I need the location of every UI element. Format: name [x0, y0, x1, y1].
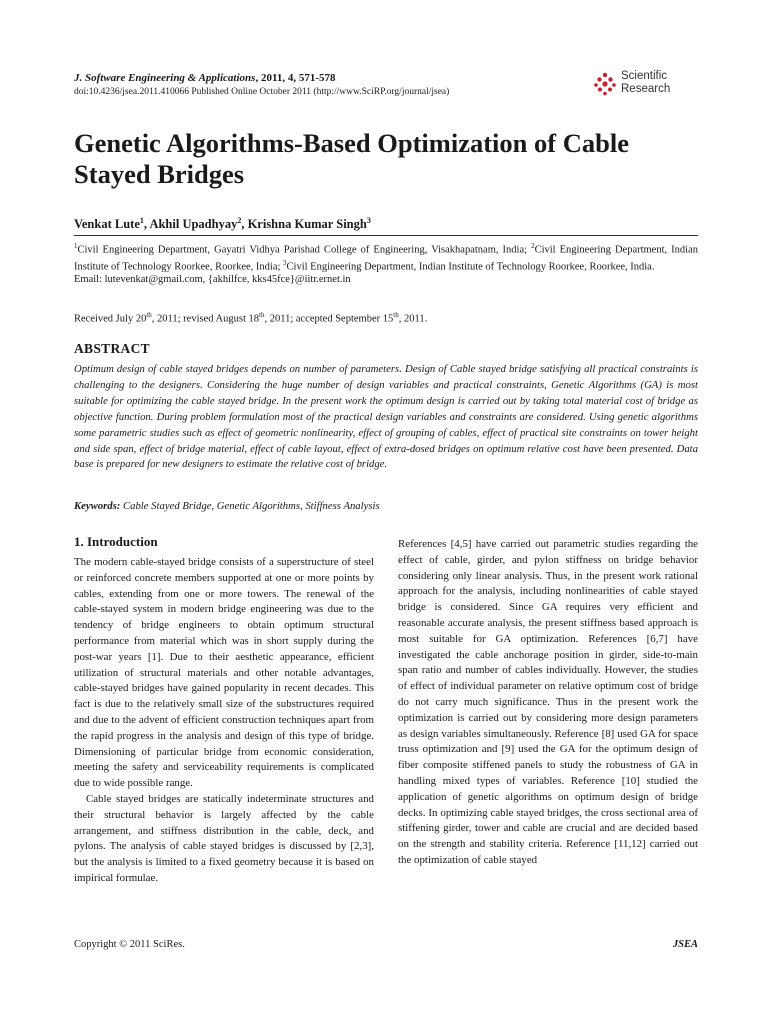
email-line: Email: lutevenkat@gmail.com, {akhilfce, kks45fce}@iitr.ernet.in — [74, 274, 351, 286]
accepted-text: , 2011; accepted September 15 — [264, 313, 394, 325]
publisher-logo-icon — [593, 72, 617, 96]
logo-line-1: Scientific — [621, 70, 668, 82]
affiliation-divider — [74, 235, 698, 236]
journal-name: J. Software Engineering & Applications — [74, 72, 256, 84]
keywords-label: Keywords — [74, 500, 117, 512]
author-affil-sup: 1 — [139, 216, 144, 225]
abstract-heading: ABSTRACT — [74, 341, 150, 356]
logo-wordmark — [621, 70, 670, 96]
intro-paragraph-2: Cable stayed bridges are statically indeterminate structures and their structural behavior is largely affected by the cable arrangement, and stiffness distribution in the cable, deck, and pylons. The analysis of cable stayed bridges is discussed by [2,3], but the analysis is limited to a fixed geometry because it is based on impirical formulae. — [74, 792, 374, 884]
keywords-value: Cable Stayed Bridge, Genetic Algorithms, Stiffness Analysis — [122, 500, 380, 512]
affiliation-2: Civil Engineering Department, Indian Institute of Technology Roorkee, Roorkee, India; — [74, 244, 698, 273]
affiliation-1: Civil Engineering Department, Gayatri Vidhya Parishad College of Engineering, Visakhapatnam, India; — [77, 244, 532, 256]
left-column — [74, 533, 374, 887]
affiliation-lines — [74, 240, 698, 274]
affiliations — [74, 240, 698, 287]
logo-line-2: Research — [621, 83, 671, 95]
abstract-body: Optimum design of cable stayed bridges depends on number of parameters. Design of Cable stayed bridge satisfying all practical constraints is challenging to the designers. Considering the huge number of design variables and practical constraints, Genetic Algorithms (GA) is most suitable for optimizing the cable stayed bridge. In the present work the optimum design is carried out by taking total material cost of bridge as objective function. During problem formulation most of the practical design variables and constraints are considered. Using genetic algorithms some parametric studies such as effect of geometric nonlinearity, effect of grouping of cables, effect of practical site constraints on tower height and side span, effect of bridge material, effect of cable layout, effect of extra-dosed bridges on optimum relative cost have been presented. Data base is prepared for new designers to estimate the relative cost of bridge. — [74, 363, 698, 471]
ordinal-sup: th — [146, 311, 152, 319]
section-heading-introduction: 1. Introduction — [74, 534, 158, 549]
affil-sup: 1 — [74, 242, 78, 250]
author-separator: , — [143, 217, 150, 232]
keywords — [74, 499, 698, 513]
ordinal-sup: th — [259, 311, 265, 319]
keywords-colon: : — [116, 500, 123, 512]
journal-abbreviation: JSEA — [672, 939, 698, 950]
author-separator: , — [241, 217, 248, 232]
doi-line: doi:10.4236/jsea.2011.410066 Published Online October 2011 (http://www.SciRP.org/journal/jsea) — [74, 87, 450, 97]
intro-paragraph-1: The modern cable-stayed bridge consists of a superstructure of steel or reinforced concrete members supported at one or more points by cables, extending from one or more towers. The renewal of the cable-stayed system in modern bridge engineering was due to the tendency of bridge engineers to obtain optimum structural performance from material which was in short supply during the post-war years [1]. Due to their aesthetic appearance, efficient utilization of structural materials and other notable advantages, cable-stayed bridges have gained popularity in recent decades. This fact is due to the relatively small size of the substructures required and due to the advent of efficient construction techniques apart from the rapid progress in the analysis and design of this type of bridge. Dimensioning of particular bridge from economic consideration, meeting the safety and serviceability requirements is complicated due to wide possible range. — [74, 556, 374, 790]
year-text: , 2011. — [398, 313, 428, 325]
received-dates — [74, 309, 698, 326]
author-list — [74, 213, 698, 232]
affil-sup: 3 — [283, 259, 287, 268]
paper-title: Genetic Algorithms-Based Optimization of Cable Stayed Bridges — [74, 128, 629, 189]
ordinal-sup: th — [393, 311, 399, 319]
scientific-research-logo — [593, 68, 705, 102]
author-name: Venkat Lute — [74, 217, 140, 232]
revised-text: , 2011; revised August 18 — [151, 313, 260, 325]
author-affil-sup: 3 — [366, 216, 371, 225]
author-affil-sup: 2 — [237, 216, 242, 225]
journal-issue: , 2011, 4, 571-578 — [255, 72, 336, 84]
copyright-footer: Copyright © 2011 SciRes. — [74, 939, 185, 950]
intro-paragraph-3: References [4,5] have carried out parametric studies regarding the effect of cable, girder, and pylon stiffness on bridge behavior considering only linear analysis. Thus, in the present work rational approach for the analysis, including nonlinearities of cable stayed bridge is considered. Since GA requires very efficient and reasonable accurate analysis, the present stiffness based approach is most suitable for GA optimization. References [6,7] have investigated the cable anchorage position in girder, side-to-main span ratio and number of cables individually. However, the studies of effect of individual parameter on relative optimum cost of bridge do not carry much significance. Thus in the present work the optimization is carried out by considering more design parameters as design variables simultaneously. Reference [8] used GA for space truss optimization and [9] used the GA for the optimum design of fiber composite stiffened panels to study the robustness of GA in handling mixed types of variables. Reference [10] studied the application of genetic algorithms on optimum design of bridge decks. In optimizing cable stayed bridges, the cross sectional area of stiffening girder, tower and cable are crucial and are decided based on the strength and stability criteria. Reference [11,12] carried out the optimization of cable stayed — [398, 538, 698, 866]
affiliation-3: Civil Engineering Department, Indian Institute of Technology Roorkee, Roorkee, India. — [286, 261, 655, 273]
right-column — [398, 537, 698, 869]
affil-sup: 2 — [531, 242, 535, 250]
received-text: Received July 20 — [74, 313, 147, 325]
author-name: Akhil Upadhyay — [149, 217, 238, 232]
author-name: Krishna Kumar Singh — [247, 217, 367, 232]
